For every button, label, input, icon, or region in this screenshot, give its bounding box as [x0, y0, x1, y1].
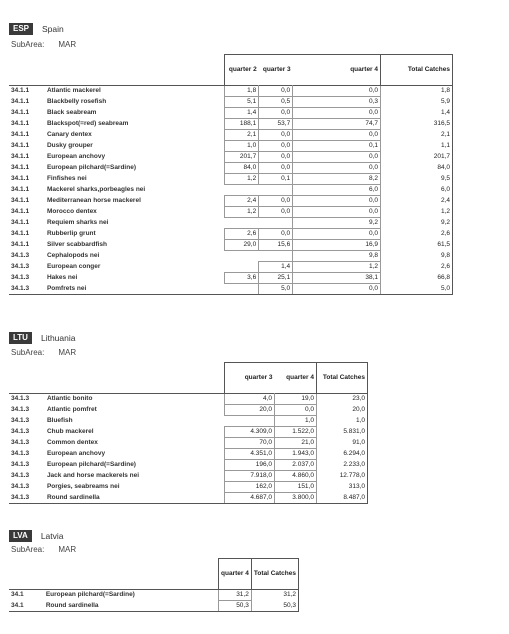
total-catch-cell: 201,7	[381, 152, 453, 163]
table-row	[9, 284, 453, 295]
quarter-catch-cell: 3.800,0	[275, 493, 317, 504]
quarter-catch-cell: 19,0	[275, 394, 317, 405]
total-catch-cell: 2,6	[381, 229, 453, 240]
quarter-catch-cell: 0,0	[259, 163, 293, 174]
quarter-catch-cell: 188,1	[225, 119, 259, 130]
quarter-catch-cell: 1,4	[225, 108, 259, 119]
species-name: Blackbelly rosefish	[46, 98, 107, 105]
subarea-value: MAR	[58, 40, 77, 49]
col-header: quarter 4	[275, 363, 317, 394]
table-row	[9, 97, 453, 108]
quarter-catch-cell: 20,0	[225, 405, 275, 416]
subarea-label: SubArea:	[11, 545, 45, 554]
total-catch-cell: 2,6	[381, 262, 453, 273]
species-name: Atlantic bonito	[45, 394, 225, 405]
table-row	[9, 427, 368, 438]
area-code: 34.1.1	[11, 208, 30, 215]
quarter-catch-cell: 0,0	[259, 207, 293, 218]
quarter-catch-cell: 0,0	[293, 284, 381, 295]
area-code: 34.1.3	[11, 483, 30, 490]
area-code: 34.1.3	[11, 472, 30, 479]
area-code: 34.1.3	[11, 406, 30, 413]
quarter-catch-cell: 162,0	[225, 482, 275, 493]
species-name: European anchovy	[46, 450, 106, 457]
table-row	[9, 141, 453, 152]
area-code: 34.1.1	[11, 175, 30, 182]
area-code: 34.1.3	[9, 493, 45, 504]
total-catch-cell: 61,5	[381, 240, 453, 251]
subarea-label: SubArea:	[11, 348, 45, 357]
species-name: European anchovy	[46, 153, 106, 160]
area-code: 34.1	[9, 601, 44, 612]
table-row	[9, 273, 453, 284]
total-catch-cell: 313,0	[316, 482, 367, 493]
species-name: Blackspot(=red) seabream	[46, 120, 129, 127]
quarter-catch-cell: 1,8	[225, 86, 259, 97]
quarter-catch-cell: 0,0	[259, 86, 293, 97]
total-catch-cell: 6.294,0	[316, 449, 367, 460]
section-header-ltu	[9, 332, 75, 344]
total-catch-cell: 66,8	[381, 273, 453, 284]
area-code: 34.1.3	[11, 428, 30, 435]
quarter-catch-cell: 1,2	[225, 174, 259, 185]
quarter-catch-cell: 0,0	[293, 130, 381, 141]
species-name: Common dentex	[46, 439, 98, 446]
country-name: Lithuania	[40, 333, 76, 343]
area-code: 34.1.1	[11, 219, 30, 226]
quarter-catch-cell: 0,0	[293, 86, 381, 97]
species-name: Hakes nei	[46, 274, 78, 281]
quarter-catch-cell: 21,0	[275, 438, 317, 449]
quarter-catch-cell: 0,1	[259, 174, 293, 185]
quarter-catch-cell: 2,6	[225, 229, 259, 240]
quarter-catch-cell	[259, 251, 293, 262]
species-name: Round sardinella	[45, 493, 225, 504]
quarter-catch-cell	[225, 218, 259, 229]
quarter-catch-cell: 1,2	[293, 262, 381, 273]
total-catch-cell: 8.487,0	[316, 493, 367, 504]
area-code: 34.1.1	[11, 98, 30, 105]
quarter-catch-cell: 50,3	[219, 601, 252, 612]
subarea-esp	[11, 40, 76, 49]
total-catch-cell: 1,4	[381, 108, 453, 119]
species-name: Mediterranean horse mackerel	[46, 197, 141, 204]
subarea-label: SubArea:	[11, 40, 45, 49]
area-code: 34.1.3	[9, 284, 45, 295]
table-row	[9, 185, 453, 196]
subarea-value: MAR	[58, 348, 77, 357]
col-header: quarter 3	[259, 55, 293, 86]
table-row	[9, 482, 368, 493]
total-catch-cell: 2,1	[381, 130, 453, 141]
table-row	[9, 493, 368, 504]
table-row	[9, 207, 453, 218]
total-catch-cell: 50,3	[251, 601, 298, 612]
quarter-catch-cell: 6,0	[293, 185, 381, 196]
quarter-catch-cell: 201,7	[225, 152, 259, 163]
area-code: 34.1.1	[11, 230, 30, 237]
quarter-catch-cell: 0,0	[259, 196, 293, 207]
table-row	[9, 240, 453, 251]
quarter-catch-cell: 16,9	[293, 240, 381, 251]
quarter-catch-cell: 38,1	[293, 273, 381, 284]
quarter-catch-cell: 1.943,0	[275, 449, 317, 460]
quarter-catch-cell: 4.351,0	[225, 449, 275, 460]
quarter-catch-cell: 3,6	[225, 273, 259, 284]
species-name: Atlantic pomfret	[46, 406, 97, 413]
total-catch-cell: 84,0	[381, 163, 453, 174]
quarter-catch-cell: 31,2	[219, 590, 252, 601]
species-name: European pilchard(=Sardine)	[46, 164, 136, 171]
area-code: 34.1.1	[11, 142, 30, 149]
table-row	[9, 196, 453, 207]
area-code: 34.1.3	[9, 394, 45, 405]
area-code: 34.1.1	[11, 120, 30, 127]
col-header: Total Catches	[381, 55, 453, 86]
table-row	[9, 119, 453, 130]
quarter-catch-cell: 0,0	[293, 229, 381, 240]
table-row	[9, 108, 453, 119]
country-name: Latvia	[40, 531, 64, 541]
table-row	[9, 405, 368, 416]
table-row	[9, 174, 453, 185]
total-catch-cell: 5,0	[381, 284, 453, 295]
area-code: 34.1.3	[11, 252, 30, 259]
quarter-catch-cell: 7.918,0	[225, 471, 275, 482]
quarter-catch-cell: 0,0	[259, 152, 293, 163]
species-name: Bluefish	[46, 417, 73, 424]
area-code: 34.1.3	[11, 461, 30, 468]
quarter-catch-cell: 0,0	[259, 141, 293, 152]
subarea-ltu	[11, 348, 76, 357]
quarter-catch-cell: 1,0	[225, 141, 259, 152]
quarter-catch-cell: 0,0	[293, 207, 381, 218]
quarter-catch-cell: 4.309,0	[225, 427, 275, 438]
species-name: Requiem sharks nei	[46, 219, 109, 226]
area-code: 34.1.1	[11, 153, 30, 160]
col-header: quarter 4	[293, 55, 381, 86]
quarter-catch-cell	[225, 185, 259, 196]
quarter-catch-cell: 0,0	[293, 152, 381, 163]
quarter-catch-cell: 151,0	[275, 482, 317, 493]
area-code: 34.1.1	[9, 86, 45, 97]
country-name: Spain	[42, 24, 64, 34]
col-header: quarter 4	[219, 559, 252, 590]
quarter-catch-cell: 8,2	[293, 174, 381, 185]
species-name: Chub mackerel	[46, 428, 94, 435]
species-name: Finfishes nei	[46, 175, 87, 182]
species-name: Cephalopods nei	[46, 252, 100, 259]
total-catch-cell: 5,9	[381, 97, 453, 108]
table-row	[9, 590, 299, 601]
quarter-catch-cell: 2.037,0	[275, 460, 317, 471]
catch-table-lva	[9, 558, 299, 612]
species-name: Round sardinella	[44, 601, 219, 612]
quarter-catch-cell	[225, 284, 259, 295]
quarter-catch-cell: 0,0	[259, 229, 293, 240]
table-row	[9, 438, 368, 449]
quarter-catch-cell: 9,8	[293, 251, 381, 262]
total-catch-cell: 12.778,0	[316, 471, 367, 482]
quarter-catch-cell: 2,4	[225, 196, 259, 207]
species-name: Porgies, seabreams nei	[46, 483, 120, 490]
table-row	[9, 163, 453, 174]
total-catch-cell: 2.233,0	[316, 460, 367, 471]
quarter-catch-cell: 4,0	[225, 394, 275, 405]
quarter-catch-cell: 0,0	[259, 130, 293, 141]
species-name: European pilchard(=Sardine)	[44, 590, 219, 601]
quarter-catch-cell: 25,1	[259, 273, 293, 284]
quarter-catch-cell: 70,0	[225, 438, 275, 449]
table-row	[9, 218, 453, 229]
area-code: 34.1.3	[11, 439, 30, 446]
species-name: Dusky grouper	[46, 142, 93, 149]
table-row	[9, 229, 453, 240]
total-catch-cell: 1,2	[381, 207, 453, 218]
quarter-catch-cell: 1,0	[275, 416, 317, 427]
species-name: Black seabream	[46, 109, 97, 116]
quarter-catch-cell: 0,5	[259, 97, 293, 108]
quarter-catch-cell	[225, 251, 259, 262]
table-row	[9, 130, 453, 141]
quarter-catch-cell: 9,2	[293, 218, 381, 229]
catch-table-ltu	[9, 362, 368, 504]
quarter-catch-cell: 196,0	[225, 460, 275, 471]
species-name: Atlantic mackerel	[45, 86, 225, 97]
total-catch-cell: 316,5	[381, 119, 453, 130]
area-code: 34.1.3	[11, 450, 30, 457]
table-row	[9, 262, 453, 273]
col-header: quarter 3	[225, 363, 275, 394]
area-code: 34.1.1	[11, 186, 30, 193]
quarter-catch-cell: 74,7	[293, 119, 381, 130]
total-catch-cell: 31,2	[251, 590, 298, 601]
quarter-catch-cell: 4.687,0	[225, 493, 275, 504]
total-catch-cell: 6,0	[381, 185, 453, 196]
quarter-catch-cell: 4.860,0	[275, 471, 317, 482]
total-catch-cell: 9,8	[381, 251, 453, 262]
quarter-catch-cell: 0,0	[275, 405, 317, 416]
area-code: 34.1.1	[11, 164, 30, 171]
species-name: Morocco dentex	[46, 208, 97, 215]
area-code: 34.1.3	[11, 417, 30, 424]
quarter-catch-cell: 5,1	[225, 97, 259, 108]
total-catch-cell: 23,0	[316, 394, 367, 405]
total-catch-cell: 1,0	[316, 416, 367, 427]
quarter-catch-cell	[225, 262, 259, 273]
quarter-catch-cell: 0,0	[293, 163, 381, 174]
area-code: 34.1	[9, 590, 44, 601]
quarter-catch-cell: 0,0	[293, 196, 381, 207]
table-row	[9, 152, 453, 163]
total-catch-cell: 20,0	[316, 405, 367, 416]
species-name: Pomfrets nei	[45, 284, 225, 295]
table-row	[9, 449, 368, 460]
quarter-catch-cell: 1,4	[259, 262, 293, 273]
quarter-catch-cell: 29,0	[225, 240, 259, 251]
quarter-catch-cell: 1.522,0	[275, 427, 317, 438]
quarter-catch-cell: 0,0	[293, 108, 381, 119]
subarea-lva	[11, 545, 76, 554]
table-row	[9, 394, 368, 405]
subarea-value: MAR	[58, 545, 77, 554]
total-catch-cell: 9,5	[381, 174, 453, 185]
col-header: Total Catches	[251, 559, 298, 590]
quarter-catch-cell	[259, 185, 293, 196]
area-code: 34.1.1	[11, 109, 30, 116]
total-catch-cell: 1,1	[381, 141, 453, 152]
quarter-catch-cell: 1,2	[225, 207, 259, 218]
total-catch-cell: 2,4	[381, 196, 453, 207]
country-code: LTU	[9, 332, 32, 344]
table-row	[9, 251, 453, 262]
table-row	[9, 416, 368, 427]
quarter-catch-cell: 0,1	[293, 141, 381, 152]
quarter-catch-cell	[225, 416, 275, 427]
section-header-esp	[9, 23, 64, 35]
total-catch-cell: 1,8	[381, 86, 453, 97]
section-header-lva	[9, 530, 64, 542]
table-row	[9, 601, 299, 612]
total-catch-cell: 9,2	[381, 218, 453, 229]
quarter-catch-cell: 15,6	[259, 240, 293, 251]
species-name: Silver scabbardfish	[46, 241, 107, 248]
area-code: 34.1.3	[11, 263, 30, 270]
table-row	[9, 471, 368, 482]
catch-table-esp	[9, 54, 453, 295]
quarter-catch-cell: 0,0	[259, 108, 293, 119]
col-header: Total Catches	[316, 363, 367, 394]
total-catch-cell: 5.831,0	[316, 427, 367, 438]
quarter-catch-cell: 84,0	[225, 163, 259, 174]
area-code: 34.1.1	[11, 131, 30, 138]
quarter-catch-cell: 5,0	[259, 284, 293, 295]
quarter-catch-cell: 53,7	[259, 119, 293, 130]
col-header: quarter 2	[225, 55, 259, 86]
species-name: Mackerel sharks,porbeagles nei	[46, 186, 146, 193]
area-code: 34.1.1	[11, 197, 30, 204]
country-code: LVA	[9, 530, 32, 542]
species-name: Canary dentex	[46, 131, 92, 138]
species-name: Rubberlip grunt	[46, 230, 96, 237]
quarter-catch-cell: 2,1	[225, 130, 259, 141]
area-code: 34.1.1	[11, 241, 30, 248]
table-row	[9, 460, 368, 471]
quarter-catch-cell: 0,3	[293, 97, 381, 108]
species-name: European conger	[46, 263, 101, 270]
area-code: 34.1.3	[11, 274, 30, 281]
table-row	[9, 86, 453, 97]
quarter-catch-cell	[259, 218, 293, 229]
species-name: Jack and horse mackerels nei	[46, 472, 140, 479]
total-catch-cell: 91,0	[316, 438, 367, 449]
species-name: European pilchard(=Sardine)	[46, 461, 136, 468]
country-code: ESP	[9, 23, 33, 35]
